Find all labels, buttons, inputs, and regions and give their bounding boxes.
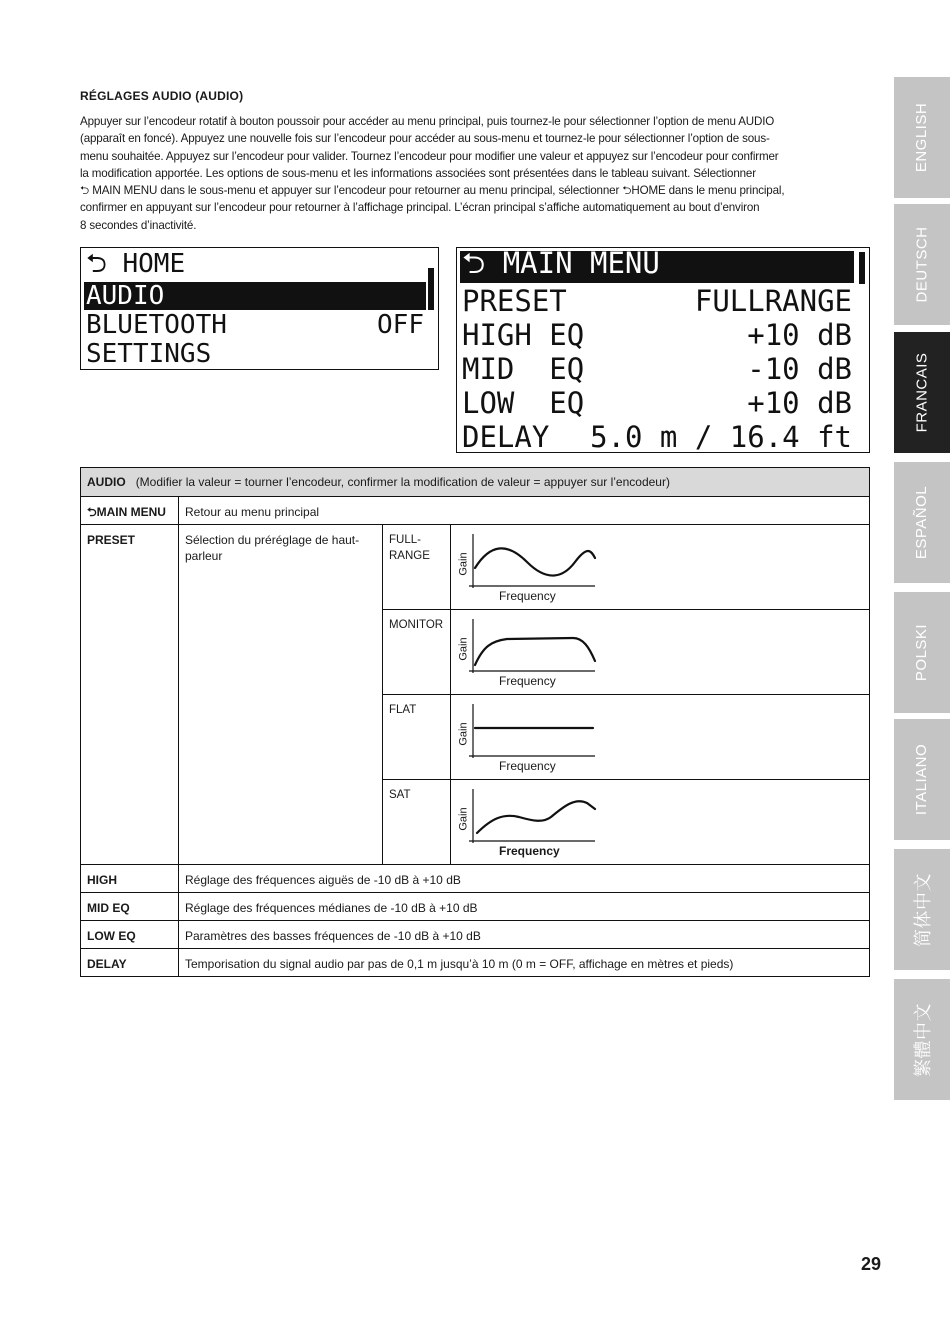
tab-english[interactable] [894,77,950,198]
tab-label: ITALIANO [913,743,931,816]
lcd-main-menu-label: ⮌ MAIN MENU [462,245,660,280]
lcd-row-value: +10 dB [747,318,852,352]
preset-graph-cell [451,695,870,780]
lcd-audio-submenu-display [456,247,870,453]
lcd-low-eq-row [460,387,854,419]
table-row [81,949,870,977]
graph-frequency-label: Frequency [499,844,560,858]
lcd-settings-row [84,340,426,368]
tab-label: ESPAÑOL [913,485,931,560]
lcd-settings-label: SETTINGS [86,339,212,369]
preset-name: MONITOR [383,610,451,695]
main-menu-desc: Retour au menu principal [179,497,870,525]
response-curve-line [477,801,595,833]
row-desc: Réglage des fréquences médianes de -10 dB à +10 dB [179,893,870,921]
preset-key: PRESET [81,525,179,865]
intro-paragraph [80,113,870,234]
lcd-bluetooth-row [84,311,426,339]
response-curve-line [475,638,595,665]
tab-label: DEUTSCH [913,226,931,303]
intro-line: menu souhaitée. Appuyez sur l’encodeur pour valider. Tournez l’encodeur pour modifier une valeur et appuyez sur l’encodeur pour confirmer [80,149,779,163]
audio-settings-table [80,467,870,977]
table-row [81,893,870,921]
preset-curve-graph [455,783,605,863]
row-key: DELAY [81,949,179,977]
preset-name: FLAT [383,695,451,780]
intro-line: la modification apportée. Les options de sous-menu et les informations associées sont présentées dans le tableau suivant. Sélectionner [80,166,756,180]
main-menu-key: ⮌MAIN MENU [81,497,179,525]
table-row-preset-fullrange [81,525,870,610]
lcd-scrollbar [859,252,865,284]
graph-gain-label: Gain [457,637,470,661]
section-heading: RÉGLAGES AUDIO (AUDIO) [80,89,244,103]
tab-traditional-chinese[interactable] [894,979,950,1100]
intro-line: ⮌ MAIN MENU dans le sous-menu et appuyer sur l’encodeur pour retourner au menu principal, sélectionner ⮌HOME dans le menu principal, [80,184,785,198]
tab-label: 繁體中文 [913,1002,934,1077]
row-desc: Paramètres des basses fréquences de -10 dB à +10 dB [179,921,870,949]
table-row [81,497,870,525]
table-header-text: (Modifier la valeur = tourner l’encodeur, confirmer la modification de valeur = appuyer sur l’encodeur) [135,475,670,489]
lcd-home-row [84,249,426,281]
lcd-bluetooth-value: OFF [377,310,424,340]
preset-curve-graph [455,528,605,608]
preset-graph-cell [451,780,870,865]
graph-gain-label: Gain [457,552,470,576]
row-desc: Temporisation du signal audio par pas de 0,1 m jusqu’à 10 m (0 m = OFF, affichage en mètres et pieds) [179,949,870,977]
lcd-audio-label: AUDIO [86,281,165,311]
graph-gain-label: Gain [457,807,470,831]
graph-frequency-label: Frequency [499,674,556,688]
table-header-cell [81,468,870,497]
page-number: 29 [861,1254,882,1274]
lcd-bluetooth-label: BLUETOOTH [86,310,227,340]
lcd-delay-row [460,421,854,453]
lcd-row-label: MID EQ [462,352,585,386]
lcd-row-value: FULLRANGE [694,284,852,318]
table-row [81,921,870,949]
lcd-high-eq-row [460,319,854,351]
graph-gain-label: Gain [457,722,470,746]
tab-label: 简体中文 [913,872,934,947]
preset-name: SAT [383,780,451,865]
lcd-row-value: -10 dB [747,352,852,386]
row-key: LOW EQ [81,921,179,949]
lcd-main-menu-row-selected [460,245,854,283]
lcd-row-label: HIGH EQ [462,318,585,352]
graph-frequency-label: Frequency [499,759,556,773]
lcd-scrollbar [428,268,434,310]
preset-curve-graph [455,613,605,693]
row-key: HIGH [81,865,179,893]
graph-frequency-label: Frequency [499,589,556,603]
tab-label: FRANCAIS [913,352,931,433]
tab-simplified-chinese[interactable] [894,849,950,970]
lcd-row-value: +10 dB [747,386,852,420]
table-row [81,865,870,893]
lcd-home-label: ⮌ HOME [86,249,186,279]
response-curve-line [475,548,595,575]
row-key: MID EQ [81,893,179,921]
tab-label: POLSKI [913,623,931,682]
row-desc: Réglage des fréquences aiguës de -10 dB à +10 dB [179,865,870,893]
preset-graph-cell [451,525,870,610]
tab-francais[interactable] [894,332,950,453]
tab-polski[interactable] [894,592,950,713]
tab-italiano[interactable] [894,719,950,840]
intro-line: confirmer en appuyant sur l’encodeur pour retourner à l’affichage principal. L’écran principal s’affiche automatiquement au bout d’environ [80,201,760,215]
table-header-row [81,468,870,497]
preset-graph-cell [451,610,870,695]
tab-deutsch[interactable] [894,204,950,325]
preset-curve-graph [455,698,605,778]
lcd-row-label: DELAY [462,420,550,454]
tab-label: ENGLISH [913,102,931,173]
intro-line: Appuyer sur l’encodeur rotatif à bouton poussoir pour accéder au menu principal, puis tournez-le pour sélectionner l’option de menu AUDIO [80,115,775,128]
lcd-main-menu-display [80,247,439,370]
lcd-mid-eq-row [460,353,854,385]
intro-line: (apparaît en foncé). Appuyez une nouvelle fois sur l’encodeur pour accéder au sous-menu et tournez-le pour sélectionner l’option de sous- [80,132,770,146]
lcd-audio-row-selected [84,282,426,310]
preset-desc: Sélection du préréglage de haut-parleur [179,525,383,865]
lcd-row-label: LOW EQ [462,386,585,420]
preset-name: FULL- RANGE [383,525,451,610]
table-header-key: AUDIO [87,475,126,489]
tab-espanol[interactable] [894,462,950,583]
lcd-row-value: 5.0 m / 16.4 ft [590,420,852,454]
intro-line: 8 secondes d’inactivité. [80,218,197,232]
lcd-preset-row [460,285,854,317]
lcd-row-label: PRESET [462,284,567,318]
